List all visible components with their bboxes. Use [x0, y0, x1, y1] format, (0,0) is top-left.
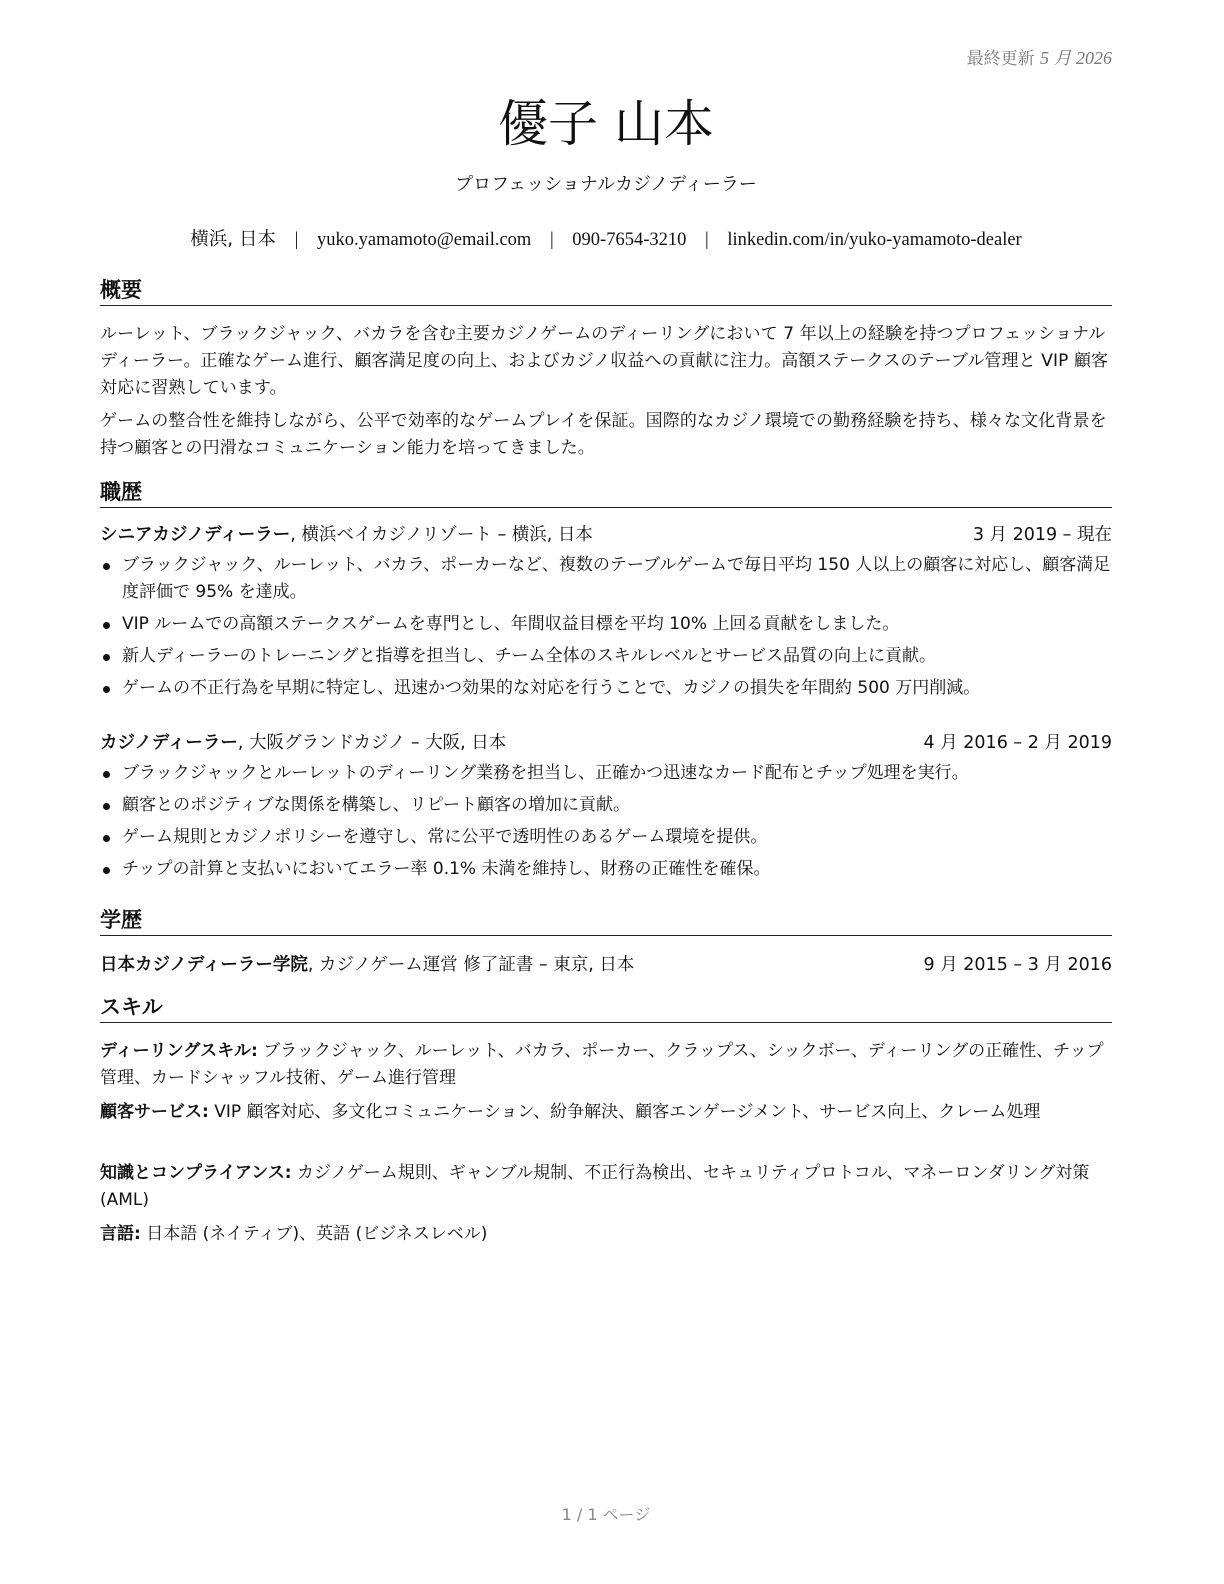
section-heading-summary: 概要	[100, 277, 1112, 306]
list-item	[100, 824, 1112, 851]
job-role: カジノディーラー	[100, 733, 238, 753]
list-item	[100, 643, 1112, 670]
education-dates: 9 月 2015 – 3 月 2016	[923, 955, 1112, 975]
contact-line	[100, 225, 1112, 251]
skill-row	[100, 1221, 1112, 1248]
resume-page	[100, 0, 1112, 1584]
contact-linkedin-link[interactable]: linkedin.com/in/yuko-yamamoto-dealer	[727, 230, 1022, 250]
skill-row	[100, 1099, 1112, 1126]
list-item-text: VIP ルームでの高額ステークスゲームを専門とし、年間収益目標を平均 10% 上回る貢献をしました。	[122, 614, 900, 634]
list-item	[100, 611, 1112, 638]
skill-category: 顧客サービス:	[100, 1102, 209, 1122]
skill-category: 言語:	[100, 1224, 141, 1244]
section-heading-education: 学歴	[100, 907, 1112, 936]
list-item-text: ブラックジャックとルーレットのディーリング業務を担当し、正確かつ迅速なカード配布とチップ処理を実行。	[122, 763, 969, 783]
skill-text: カジノゲーム規則、ギャンブル規制、不正行為検出、セキュリティプロトコル、マネーロンダリング対策 (AML)	[100, 1163, 1090, 1210]
contact-phone: 090-7654-3210	[572, 230, 687, 250]
skill-category: ディーリングスキル:	[100, 1041, 258, 1061]
bullet-dot	[103, 563, 110, 570]
skill-row	[100, 1160, 1112, 1214]
contact-separator: |	[294, 230, 299, 250]
list-item-text: ゲーム規則とカジノポリシーを遵守し、常に公平で透明性のあるゲーム環境を提供。	[122, 827, 768, 847]
last-updated	[967, 44, 1112, 70]
bullet-dot	[103, 771, 110, 778]
list-item	[100, 792, 1112, 819]
job-role: シニアカジノディーラー	[100, 525, 291, 545]
list-item	[100, 856, 1112, 883]
job-header	[100, 523, 1112, 547]
summary-paragraph: ルーレット、ブラックジャック、バカラを含む主要カジノゲームのディーリングにおいて 7 年以上の経験を持つプロフェッショナルディーラー。正確なゲーム進行、顧客満足度の向上、およびカジノ収益への貢献に注力。高額ステークスのテーブル管理と VIP 顧客対応に習熟しています。	[100, 324, 1109, 398]
contact-email-link[interactable]: yuko.yamamoto@email.com	[317, 230, 532, 250]
contact-separator: |	[705, 230, 709, 250]
contact-location: 横浜, 日本	[190, 229, 277, 250]
section-heading-experience: 職歴	[100, 479, 1112, 508]
education-entry	[100, 953, 1112, 977]
contact-separator: |	[549, 230, 554, 250]
candidate-name: 優子 山本	[498, 95, 714, 153]
bullet-dot	[103, 803, 110, 810]
education-detail: , カジノゲーム運営 修了証書 – 東京, 日本	[307, 955, 635, 975]
summary-paragraph: ゲームの整合性を維持しながら、公平で効率的なゲームプレイを保証。国際的なカジノ環境での勤務経験を持ち、様々な文化背景を持つ顧客との円滑なコミュニケーション能力を培ってきました。	[100, 411, 1107, 458]
job-bullet-list	[100, 552, 1112, 707]
list-item-text: 新人ディーラーのトレーニングと指導を担当し、チーム全体のスキルレベルとサービス品質の向上に貢献。	[122, 646, 937, 666]
list-item-text: ゲームの不正行為を早期に特定し、迅速かつ効果的な対応を行うことで、カジノの損失を年間約 500 万円削減。	[122, 678, 981, 698]
job-company-location: , 大阪グランドカジノ – 大阪, 日本	[237, 733, 507, 753]
list-item-text: 顧客とのポジティブな関係を構築し、リピート顧客の増加に貢献。	[122, 795, 630, 815]
section-heading-skills: スキル	[100, 994, 1112, 1023]
bullet-dot	[103, 867, 110, 874]
list-item-text: ブラックジャック、ルーレット、バカラ、ポーカーなど、複数のテーブルゲームで毎日平均 150 人以上の顧客に対応し、顧客満足度評価で 95% を達成。	[122, 555, 1111, 602]
skill-category: 知識とコンプライアンス:	[100, 1163, 292, 1183]
page-indicator: 1 / 1 ページ	[561, 1505, 651, 1524]
job-header	[100, 731, 1112, 755]
last-updated-date: 5 月 2026	[1040, 48, 1112, 68]
bullet-dot	[103, 654, 110, 661]
job-company-location: , 横浜ベイカジノリゾート – 横浜, 日本	[290, 525, 593, 545]
job-dates: 3 月 2019 – 現在	[972, 525, 1112, 545]
candidate-title: プロフェッショナルカジノディーラー	[455, 174, 757, 195]
job-dates: 4 月 2016 – 2 月 2019	[923, 733, 1112, 753]
skill-text: 日本語 (ネイティブ)、英語 (ビジネスレベル)	[140, 1224, 488, 1244]
bullet-dot	[103, 622, 110, 629]
bullet-dot	[103, 686, 110, 693]
list-item	[100, 760, 1112, 787]
bullet-dot	[103, 835, 110, 842]
list-item	[100, 552, 1112, 606]
list-item-text: チップの計算と支払いにおいてエラー率 0.1% 未満を維持し、財務の正確性を確保。	[122, 859, 771, 879]
job-bullet-list	[100, 760, 1112, 888]
education-school: 日本カジノディーラー学院	[100, 955, 308, 975]
last-updated-prefix: 最終更新	[966, 49, 1035, 69]
skill-row	[100, 1038, 1112, 1092]
list-item	[100, 675, 1112, 702]
skill-text: VIP 顧客対応、多文化コミュニケーション、紛争解決、顧客エンゲージメント、サービス向上、クレーム処理	[208, 1102, 1041, 1122]
skill-text: ブラックジャック、ルーレット、バカラ、ポーカー、クラップス、シックボー、ディーリングの正確性、チップ管理、カードシャッフル技術、ゲーム進行管理	[100, 1041, 1104, 1088]
